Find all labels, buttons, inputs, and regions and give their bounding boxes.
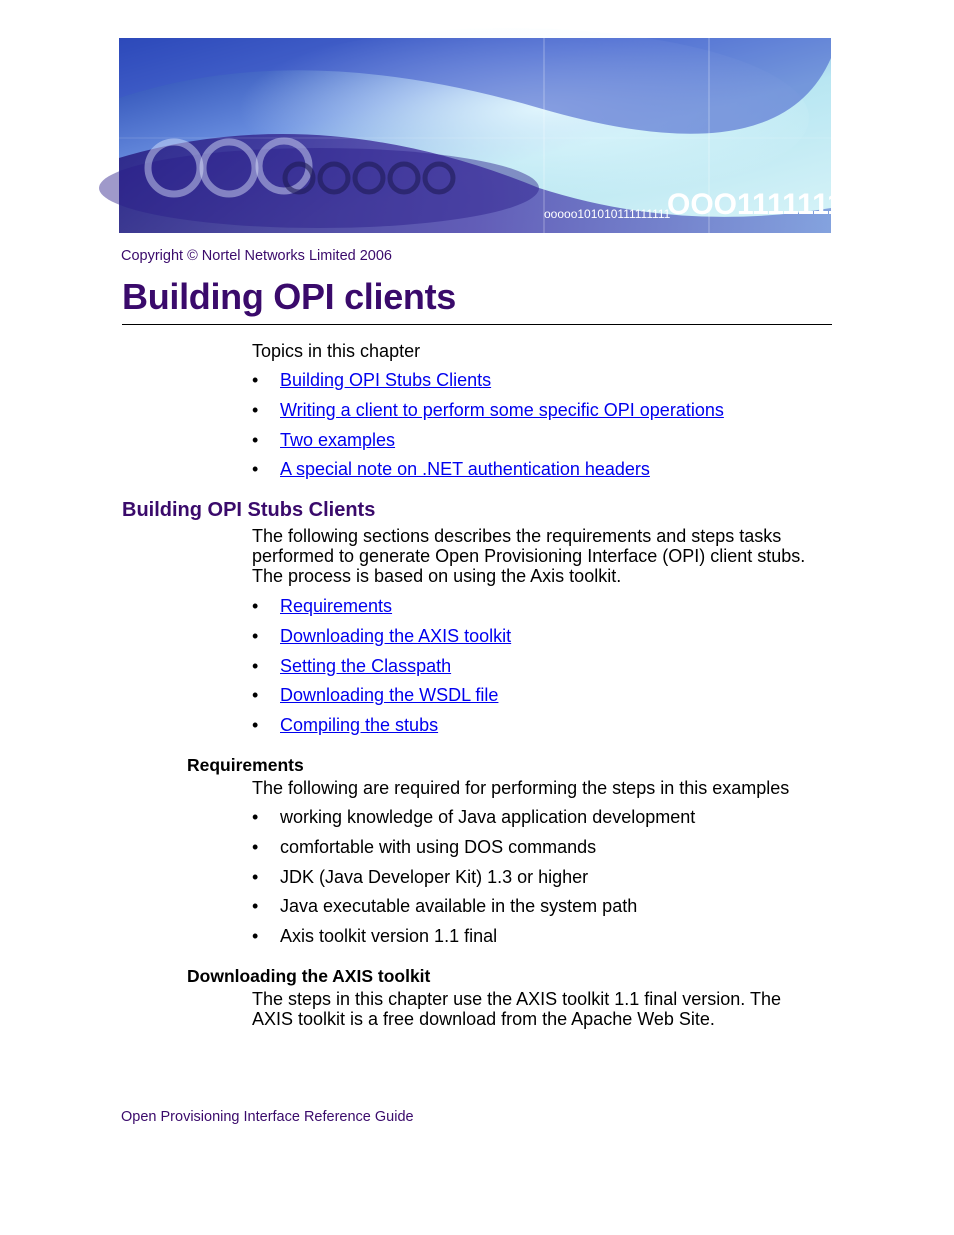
- bullet: •: [252, 655, 259, 676]
- bullet: •: [252, 866, 259, 887]
- footer-guide-title: Open Provisioning Interface Reference Guide: [121, 1109, 414, 1125]
- list-item: [252, 837, 695, 867]
- bullet: •: [252, 429, 259, 450]
- list-item: [252, 656, 511, 686]
- bullet: •: [252, 807, 259, 827]
- list-item: [252, 370, 724, 400]
- list-item-text: Axis toolkit version 1.1 final: [280, 926, 498, 947]
- list-item: [252, 807, 695, 837]
- list-item: [252, 459, 724, 489]
- list-item-text: working knowledge of Java application development: [280, 807, 696, 827]
- list-item-text: JDK (Java Developer Kit) 1.3 or higher: [280, 866, 589, 887]
- title-rule: [122, 324, 832, 325]
- bullet: •: [252, 459, 259, 480]
- bullet: •: [252, 715, 259, 736]
- topic-link-two-examples[interactable]: Two examples: [280, 429, 396, 450]
- list-item: [252, 896, 695, 926]
- topics-list: [252, 370, 724, 489]
- list-item-text: Java executable available in the system path: [280, 896, 638, 917]
- bullet: •: [252, 896, 259, 917]
- chapter-title: Building OPI clients: [122, 276, 457, 317]
- copyright-notice: Copyright © Nortel Networks Limited 2006: [121, 248, 392, 264]
- link-requirements[interactable]: Requirements: [280, 596, 393, 616]
- paragraph-line: performed to generate Open Provisioning Interface (OPI) client stubs.: [252, 546, 806, 566]
- list-item: [252, 715, 511, 745]
- list-item: [252, 596, 511, 626]
- topic-link-building-opi-stubs-clients[interactable]: Building OPI Stubs Clients: [280, 370, 492, 390]
- section-heading-building-opi-stubs-clients: Building OPI Stubs Clients: [122, 499, 376, 521]
- topics-intro: Topics in this chapter: [252, 341, 421, 361]
- list-item: [252, 685, 511, 715]
- paragraph-line: The following sections describes the requirements and steps tasks: [252, 526, 782, 546]
- list-item: [252, 626, 511, 656]
- list-item: [252, 867, 695, 897]
- topic-link-net-authentication-headers[interactable]: A special note on .NET authentication headers: [280, 459, 650, 480]
- banner-large-digits: OOO11111111: [667, 188, 859, 221]
- link-setting-the-classpath[interactable]: Setting the Classpath: [280, 655, 452, 676]
- link-compiling-the-stubs[interactable]: Compiling the stubs: [280, 715, 439, 736]
- banner-small-digits: ooooo101010111111111: [544, 207, 671, 221]
- paragraph-line: The process is based on using the Axis toolkit.: [252, 566, 622, 586]
- list-item-text: comfortable with using DOS commands: [280, 836, 597, 857]
- bullet: •: [252, 625, 259, 646]
- header-banner-image: [119, 38, 859, 233]
- list-item: [252, 430, 724, 460]
- stubs-links-list: [252, 596, 511, 745]
- bullet: •: [252, 926, 259, 947]
- bullet: •: [252, 370, 259, 390]
- bullet: •: [252, 836, 259, 857]
- paragraph-line: The steps in this chapter use the AXIS toolkit 1.1 final version. The: [252, 989, 781, 1009]
- subsection-heading-requirements: Requirements: [187, 755, 304, 775]
- paragraph-line: AXIS toolkit is a free download from the Apache Web Site.: [252, 1009, 715, 1029]
- bullet: •: [252, 685, 259, 706]
- bullet: •: [252, 399, 259, 420]
- link-downloading-wsdl-file[interactable]: Downloading the WSDL file: [280, 685, 499, 706]
- bullet: •: [252, 596, 259, 616]
- list-item: [252, 926, 695, 956]
- list-item: [252, 400, 724, 430]
- link-downloading-axis-toolkit[interactable]: Downloading the AXIS toolkit: [280, 625, 512, 646]
- topic-link-writing-a-client[interactable]: Writing a client to perform some specific OPI operations: [280, 399, 724, 420]
- requirements-intro: The following are required for performing the steps in this examples: [252, 778, 790, 798]
- requirements-list: [252, 807, 695, 956]
- subsection-heading-downloading-axis-toolkit: Downloading the AXIS toolkit: [187, 966, 431, 986]
